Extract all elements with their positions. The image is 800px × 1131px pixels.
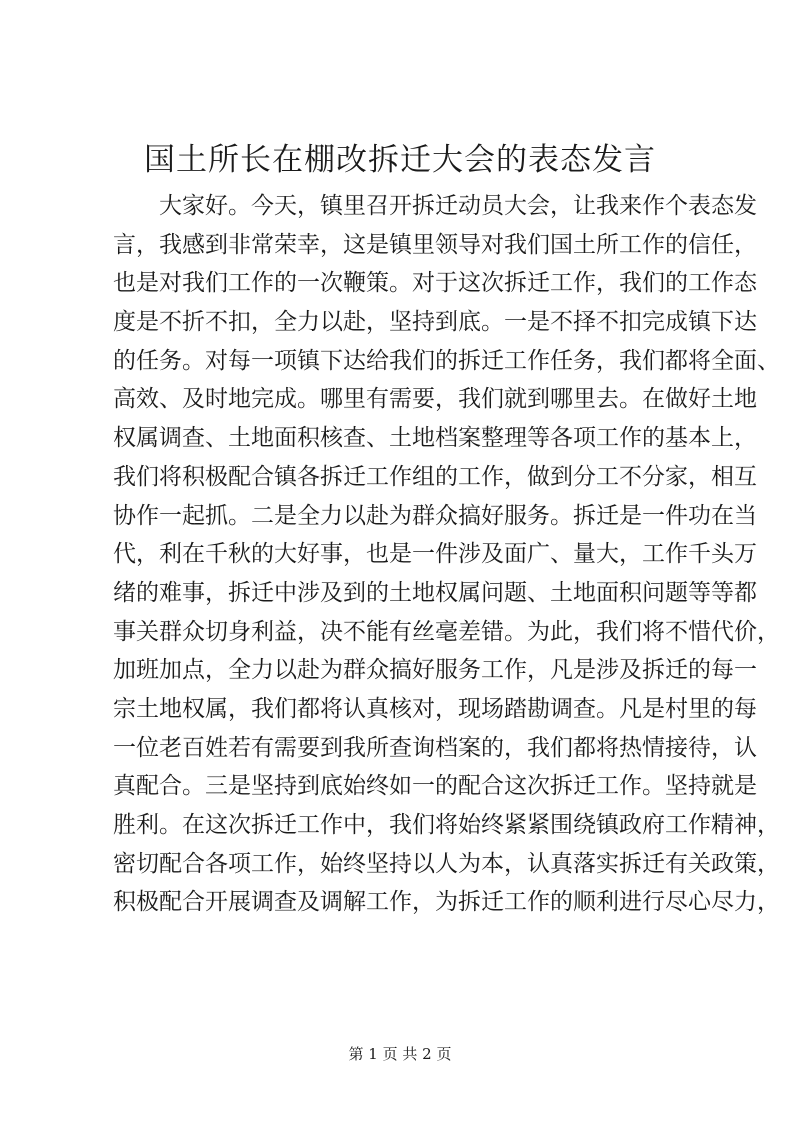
- body-line: 宗土地权属，我们都将认真核对，现场踏勘调查。凡是村里的每: [113, 695, 757, 722]
- document-title: 国土所长在棚改拆迁大会的表态发言: [144, 142, 656, 178]
- body-line: 言，我感到非常荣幸，这是镇里领导对我们国土所工作的信任，: [113, 231, 757, 258]
- body-line: 我们将积极配合镇各拆迁工作组的工作，做到分工不分家，相互: [113, 463, 757, 490]
- body-line: 一位老百姓若有需要到我所查询档案的，我们都将热情接待，认: [113, 734, 757, 761]
- body-line: 权属调查、土地面积核查、土地档案整理等各项工作的基本上，: [113, 425, 757, 452]
- body-line: 加班加点，全力以赴为群众搞好服务工作，凡是涉及拆迁的每一: [113, 657, 757, 684]
- page-footer: 第 1 页 共 2 页: [348, 1045, 452, 1063]
- body-line: 高效、及时地完成。哪里有需要，我们就到哪里去。在做好土地: [113, 386, 757, 413]
- body-line: 密切配合各项工作，始终坚持以人为本，认真落实拆迁有关政策，: [113, 850, 780, 877]
- body-line: 代，利在千秋的大好事，也是一件涉及面广、量大，工作千头万: [113, 541, 757, 568]
- body-line: 度是不折不扣，全力以赴，坚持到底。一是不择不扣完成镇下达: [113, 309, 757, 336]
- body-line: 协作一起抓。二是全力以赴为群众搞好服务。拆迁是一件功在当: [113, 502, 757, 529]
- body-line: 积极配合开展调查及调解工作，为拆迁工作的顺利进行尽心尽力，: [113, 889, 780, 916]
- body-line: 真配合。三是坚持到底始终如一的配合这次拆迁工作。坚持就是: [113, 773, 757, 800]
- body-line: 也是对我们工作的一次鞭策。对于这次拆迁工作，我们的工作态: [113, 270, 757, 297]
- body-line: 绪的难事，拆迁中涉及到的土地权属问题、土地面积问题等等都: [113, 579, 757, 606]
- body-line: 大家好。今天，镇里召开拆迁动员大会，让我来作个表态发: [159, 193, 757, 219]
- body-line: 事关群众切身利益，决不能有丝毫差错。为此，我们将不惜代价，: [113, 618, 780, 645]
- body-line: 胜利。在这次拆迁工作中，我们将始终紧紧围绕镇政府工作精神，: [113, 812, 780, 838]
- body-line: 的任务。对每一项镇下达给我们的拆迁工作任务，我们都将全面、: [113, 347, 780, 374]
- document-body: [113, 187, 780, 922]
